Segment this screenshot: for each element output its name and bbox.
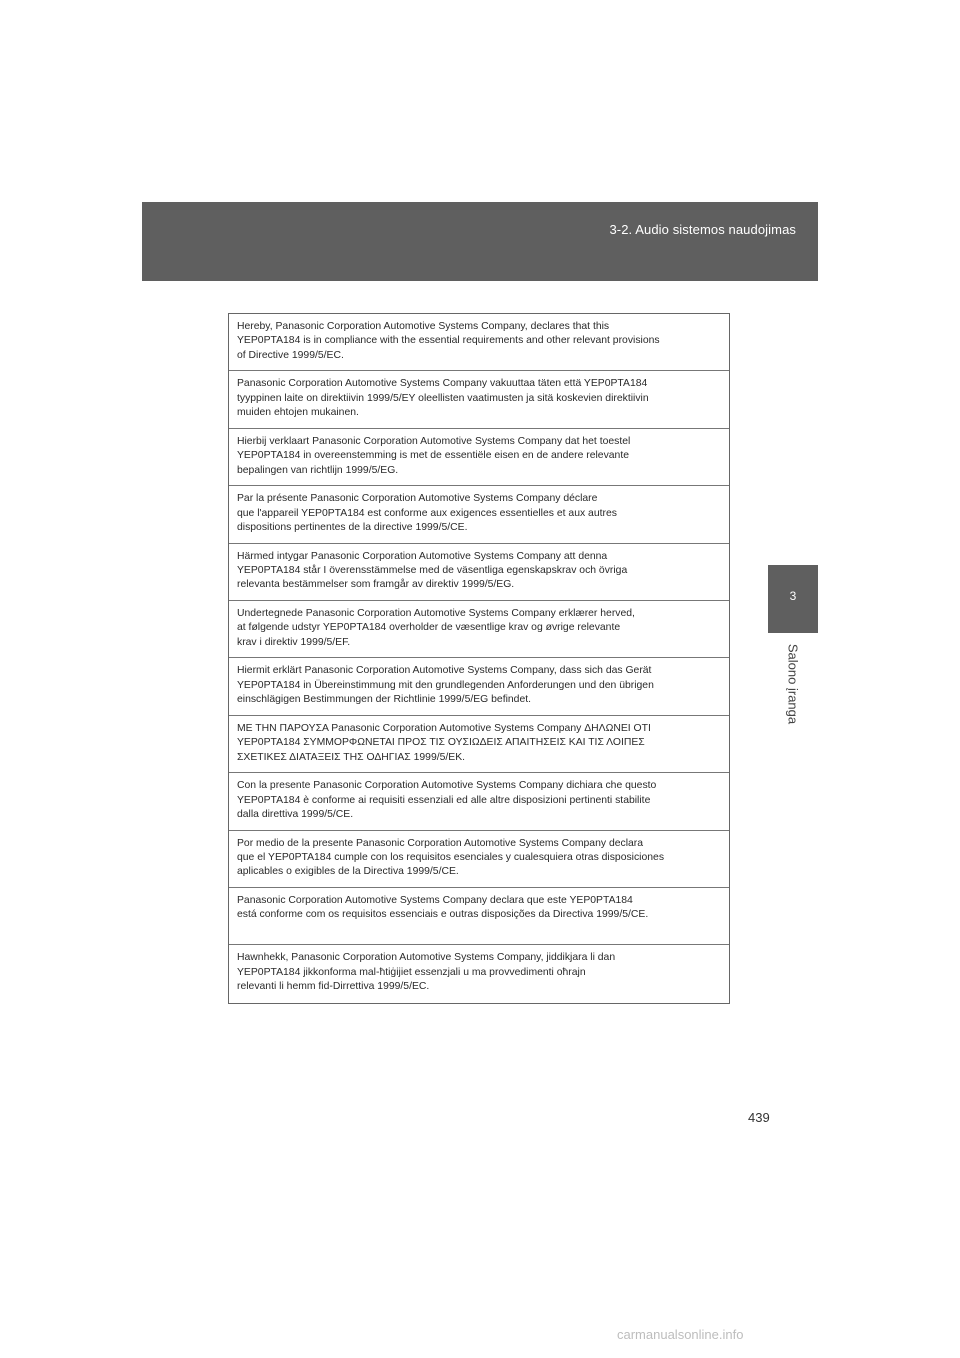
- declaration-line: YEP0PTA184 jikkonforma mal-ħtiġijiet essenzjali u ma provvedimenti oħrajn: [237, 966, 586, 978]
- declaration-line: Härmed intygar Panasonic Corporation Automotive Systems Company att denna: [237, 550, 608, 562]
- declaration-row: [229, 773, 729, 830]
- declaration-row: [229, 658, 729, 715]
- declaration-line: Par la présente Panasonic Corporation Automotive Systems Company déclare: [237, 493, 598, 505]
- declaration-line: of Directive 1999/5/EC.: [237, 349, 344, 361]
- declaration-line: ΣΧΕΤΙΚΕΣ ΔΙΑΤΑΞΕΙΣ ΤΗΣ ΟΔΗΓΙΑΣ 1999/5/ΕΚ.: [237, 751, 466, 763]
- declaration-row: [229, 486, 729, 543]
- chapter-header-band: [142, 202, 818, 281]
- declaration-line: Hawnhekk, Panasonic Corporation Automotive Systems Company, jiddikjara li dan: [237, 952, 616, 964]
- declaration-line: tyyppinen laite on direktiivin 1999/5/EY oleellisten vaatimusten ja sitä koskevien direktiivin: [237, 392, 649, 404]
- declaration-line: relevanta bestämmelser som framgår av direktiv 1999/5/EG.: [237, 579, 515, 591]
- declaration-line: ΜΕ ΤΗΝ ΠΑΡΟΥΣΑ Panasonic Corporation Automotive Systems Company ΔΗΛΩΝΕΙ ΟΤΙ: [237, 722, 651, 734]
- declaration-line: Hiermit erklärt Panasonic Corporation Automotive Systems Company, dass sich das Gerät: [237, 665, 652, 677]
- declaration-line: YEP0PTA184 è conforme ai requisiti essenziali ed alle altre disposizioni pertinenti stabilite: [237, 794, 651, 806]
- chapter-section-title: 3-2. Audio sistemos naudojimas: [609, 222, 796, 237]
- declaration-line: dispositions pertinentes de la directive 1999/5/CE.: [237, 521, 468, 533]
- declaration-table: [228, 313, 730, 1004]
- page-number: 439: [748, 1110, 770, 1125]
- declaration-line: einschlägigen Bestimmungen der Richtlinie 1999/5/EG befindet.: [237, 694, 532, 706]
- declaration-line: at følgende udstyr YEP0PTA184 overholder de væsentlige krav og øvrige relevante: [237, 622, 621, 634]
- declaration-line: YEP0PTA184 in Übereinstimmung mit den grundlegenden Anforderungen und den übrigen: [237, 679, 654, 691]
- declaration-line: YEP0PTA184 in overeenstemming is met de essentiële eisen en de andere relevante: [237, 450, 629, 462]
- declaration-line: Undertegnede Panasonic Corporation Automotive Systems Company erklærer herved,: [237, 607, 635, 619]
- declaration-line: Con la presente Panasonic Corporation Automotive Systems Company dichiara che questo: [237, 780, 657, 792]
- declaration-line: krav i direktiv 1999/5/EF.: [237, 636, 351, 648]
- declaration-line: Panasonic Corporation Automotive Systems Company declara que este YEP0PTA184: [237, 894, 633, 906]
- declaration-row: [229, 371, 729, 428]
- declaration-line: dalla direttiva 1999/5/CE.: [237, 808, 354, 820]
- declaration-line: Hereby, Panasonic Corporation Automotive Systems Company, declares that this: [237, 321, 610, 332]
- declaration-line: Panasonic Corporation Automotive Systems Company vakuuttaa täten että YEP0PTA184: [237, 378, 648, 390]
- declaration-line: aplicables o exigibles de la Directiva 1999/5/CE.: [237, 866, 459, 878]
- chapter-number: 3: [789, 589, 797, 603]
- declaration-row: [229, 314, 729, 371]
- declaration-row: [229, 716, 729, 773]
- declaration-line: que el YEP0PTA184 cumple con los requisitos esenciales y cualesquiera otras disposiciones: [237, 851, 665, 863]
- declaration-line: YEP0PTA184 is in compliance with the essential requirements and other relevant provisions: [237, 335, 660, 347]
- declaration-line: Por medio de la presente Panasonic Corporation Automotive Systems Company declara: [237, 837, 644, 849]
- declaration-row: [229, 831, 729, 888]
- declaration-row: [229, 544, 729, 601]
- declaration-line: muiden ehtojen mukainen.: [237, 407, 359, 419]
- declaration-line: YEP0PTA184 står I överensstämmelse med de väsentliga egenskapskrav och övriga: [237, 564, 628, 576]
- chapter-side-tab: [768, 565, 818, 633]
- declaration-row: [229, 945, 729, 1002]
- declaration-line: YEP0PTA184 ΣΥΜΜΟΡΦΩΝΕΤΑΙ ΠΡΟΣ ΤΙΣ ΟΥΣΙΩΔΕΙΣ ΑΠΑΙΤΗΣΕΙΣ ΚΑΙ ΤΙΣ ΛΟΙΠΕΣ: [237, 737, 645, 749]
- declaration-line: relevanti li hemm fid-Dirrettiva 1999/5/EC.: [237, 981, 430, 993]
- declaration-row: [229, 601, 729, 658]
- declaration-row: [229, 429, 729, 486]
- declaration-line: Hierbij verklaart Panasonic Corporation Automotive Systems Company dat het toestel: [237, 435, 631, 447]
- declaration-line: que l'appareil YEP0PTA184 est conforme aux exigences essentielles et aux autres: [237, 507, 617, 519]
- declaration-line: bepalingen van richtlijn 1999/5/EG.: [237, 464, 399, 476]
- declaration-row: [229, 888, 729, 945]
- declaration-line: está conforme com os requisitos essenciais e outras disposições da Directiva 1999/5/CE.: [237, 909, 649, 921]
- chapter-side-label: Salono įranga: [785, 643, 801, 725]
- watermark: carmanualsonline.info: [617, 1327, 744, 1342]
